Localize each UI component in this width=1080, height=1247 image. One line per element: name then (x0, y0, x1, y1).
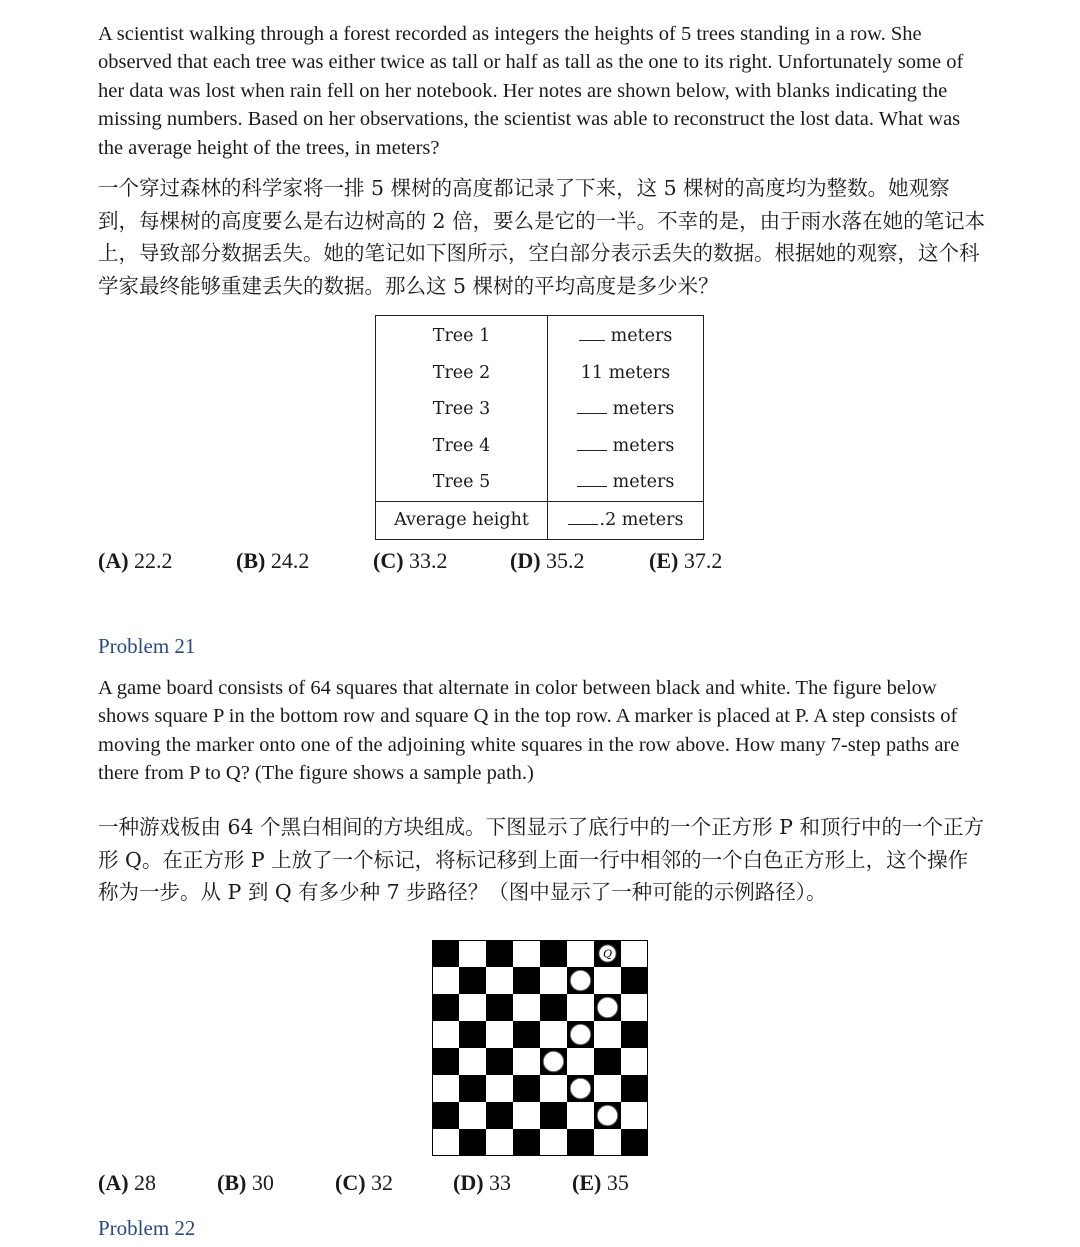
white-square (594, 967, 621, 994)
average-value: .2 meters (548, 501, 704, 539)
p-label: P (576, 1136, 585, 1150)
white-square (513, 1048, 540, 1075)
black-square (513, 1075, 540, 1102)
black-square (621, 967, 648, 994)
table-row (376, 428, 704, 465)
table-row (376, 355, 704, 392)
white-square (621, 1102, 648, 1129)
white-square (459, 940, 486, 967)
white-square (540, 1129, 567, 1156)
problem20-text-cn: 一个穿过森林的科学家将一排 5 棵树的高度都记录了下来，这 5 棵树的高度均为整数。她观察到，每棵树的高度要么是右边树高的 2 倍，要么是它的一半。不幸的是，由于雨水落在她的笔记本上，导致部分数据丢失。她的笔记如下图所示，空白部分表示丢失的数据。根据她的观察，这个科学家最终能够重建丢失的数据。那么这 5 棵树的平均高度是多少米？ (98, 176, 986, 298)
black-square (513, 1129, 540, 1156)
average-label: Average height (376, 501, 548, 539)
tree-label: Tree 2 (376, 355, 548, 392)
tree-label: Tree 1 (376, 316, 548, 355)
white-square (459, 994, 486, 1021)
choice-a[interactable]: (A) 28 (98, 1170, 157, 1195)
white-square (567, 1102, 594, 1129)
white-square (621, 1048, 648, 1075)
choice-c[interactable]: (C) 33.2 (373, 548, 448, 573)
choice-e[interactable]: (E) 37.2 (649, 548, 723, 573)
table-row-average (376, 501, 704, 539)
black-square (513, 1021, 540, 1048)
white-square (486, 1129, 513, 1156)
black-square (540, 994, 567, 1021)
black-square (486, 1048, 513, 1075)
black-square (513, 967, 540, 994)
choice-e[interactable]: (E) 35 (572, 1170, 629, 1195)
white-square (621, 940, 648, 967)
tree-height-table (375, 315, 704, 540)
white-square (540, 1075, 567, 1102)
white-square (486, 967, 513, 994)
white-square (486, 1021, 513, 1048)
path-marker (597, 1105, 618, 1126)
choice-a[interactable]: (A) 22.2 (98, 548, 173, 573)
problem21-choices (98, 1170, 629, 1196)
white-square (594, 1075, 621, 1102)
problem20-text-en: A scientist walking through a forest recorded as integers the heights of 5 trees standing in a row. She observed that each tree was either twice as tall or half as tall as the one to its right. Unfortunately some of her data was lost when rain fell on her notebook. Her notes are shown below, with blanks indicating the missing numbers. Based on her observations, the scientist was able to reconstruct the lost data. What was the average height of the trees, in meters? (98, 23, 964, 159)
path-marker (570, 1024, 591, 1045)
white-square (513, 994, 540, 1021)
choice-b[interactable]: (B) 24.2 (236, 548, 310, 573)
black-square (432, 1102, 459, 1129)
black-square (621, 1021, 648, 1048)
path-marker (543, 1051, 564, 1072)
tree-label: Tree 5 (376, 464, 548, 501)
black-square (486, 940, 513, 967)
white-square (513, 940, 540, 967)
black-square (432, 1048, 459, 1075)
black-square (432, 994, 459, 1021)
black-square (459, 1129, 486, 1156)
white-square (540, 1021, 567, 1048)
table-row (376, 391, 704, 428)
problem22-title: Problem 22 (98, 1216, 196, 1240)
path-marker (570, 1078, 591, 1099)
problem20-choices (98, 548, 722, 574)
white-square (513, 1102, 540, 1129)
black-square (540, 1102, 567, 1129)
table-row (376, 464, 704, 501)
white-square (459, 1048, 486, 1075)
tree-value: meters (548, 428, 704, 465)
white-square (486, 1075, 513, 1102)
black-square (459, 1021, 486, 1048)
path-marker (570, 970, 591, 991)
tree-label: Tree 4 (376, 428, 548, 465)
white-square (432, 1075, 459, 1102)
black-square (540, 940, 567, 967)
tree-value: meters (548, 464, 704, 501)
choice-d[interactable]: (D) 33 (453, 1170, 512, 1195)
white-square (594, 1021, 621, 1048)
path-marker (597, 997, 618, 1018)
tree-label: Tree 3 (376, 391, 548, 428)
black-square (432, 940, 459, 967)
white-square (432, 1129, 459, 1156)
black-square (594, 1048, 621, 1075)
black-square (486, 994, 513, 1021)
white-square (459, 1102, 486, 1129)
tree-value: meters (548, 316, 704, 355)
white-square (432, 967, 459, 994)
white-square (567, 994, 594, 1021)
tree-value: meters (548, 391, 704, 428)
problem21-text-en: A game board consists of 64 squares that alternate in color between black and white. The figure below shows square P in the bottom row and square Q in the top row. A marker is placed at P. A step consists of moving the marker onto one of the adjoining white squares in the row above. How many 7-step paths are there from P to Q? (The figure shows a sample path.) (98, 677, 960, 785)
white-square (594, 1129, 621, 1156)
white-square (621, 994, 648, 1021)
black-square (459, 967, 486, 994)
white-square (540, 967, 567, 994)
black-square (459, 1075, 486, 1102)
tree-value: 11 meters (580, 362, 671, 383)
white-square (567, 940, 594, 967)
table-row (376, 316, 704, 355)
choice-b[interactable]: (B) 30 (217, 1170, 274, 1195)
black-square (486, 1102, 513, 1129)
white-square (432, 1021, 459, 1048)
white-square (567, 1048, 594, 1075)
problem21-title: Problem 21 (98, 634, 196, 658)
q-label: Q (602, 947, 613, 961)
game-board (432, 940, 648, 1156)
choice-d[interactable]: (D) 35.2 (510, 548, 585, 573)
choice-c[interactable]: (C) 32 (335, 1170, 394, 1195)
black-square (621, 1129, 648, 1156)
black-square (621, 1075, 648, 1102)
problem21-text-cn: 一种游戏板由 64 个黑白相间的方块组成。下图显示了底行中的一个正方形 P 和顶行中的一个正方形 Q。在正方形 P 上放了一个标记，将标记移到上面一行中相邻的一个白色正方形上，这个操作称为一步。从 P 到 Q 有多少种 7 步路径？（图中显示了一种可能的示例路径）。 (98, 815, 984, 904)
